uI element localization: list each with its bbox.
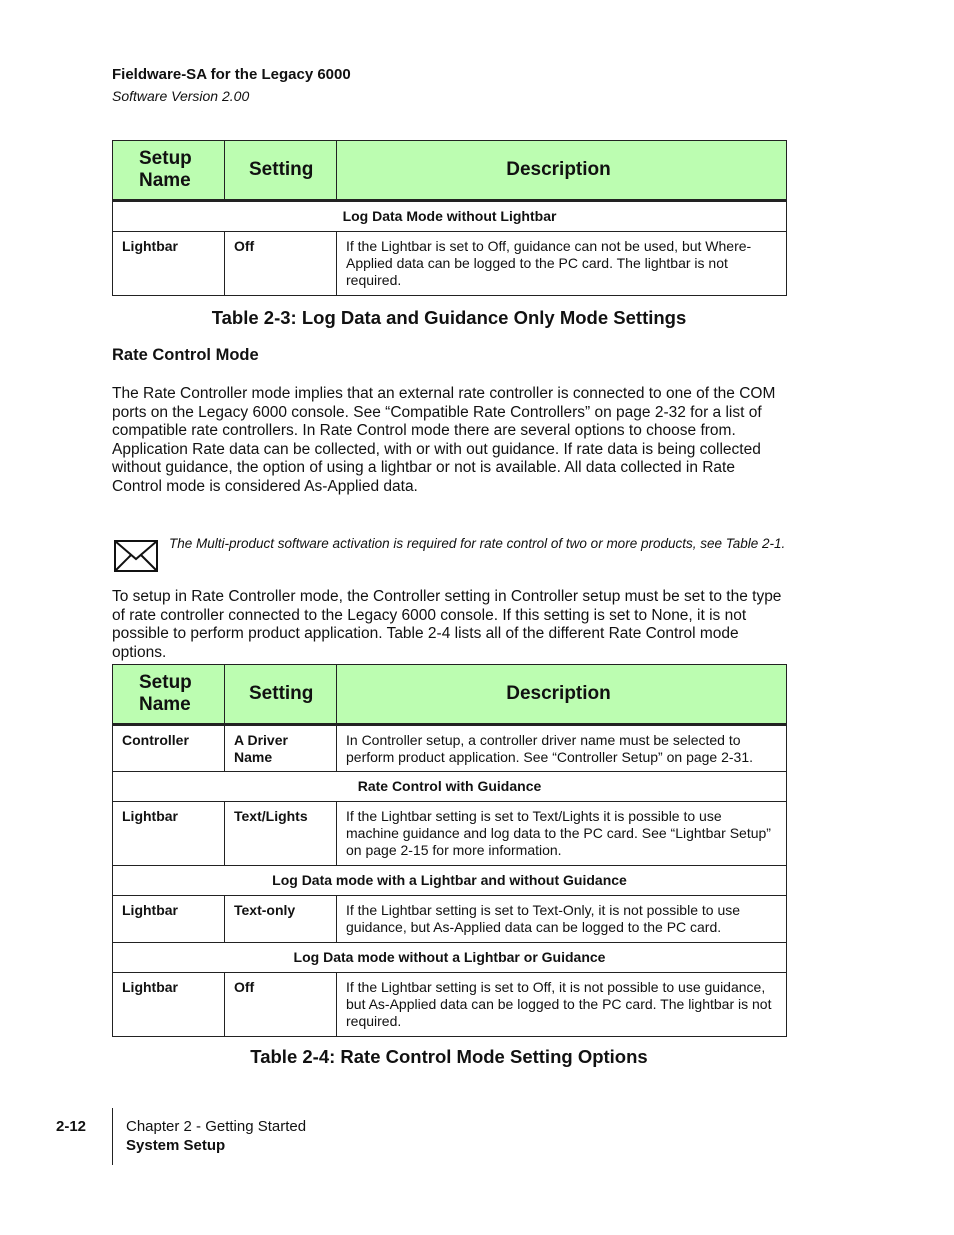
header-setting: Setting (225, 665, 337, 725)
table-row (113, 725, 787, 772)
setting-cell: Text/Lights (225, 802, 337, 866)
table-row (113, 973, 787, 1037)
description-cell: If the Lightbar is set to Off, guidance can not be used, but Where-Applied data can be logged to the PC card. The lightbar is not required. (337, 232, 787, 296)
footer-divider (112, 1108, 113, 1165)
section-row (113, 772, 787, 802)
table-caption: Table 2-3: Log Data and Guidance Only Mode Settings (211, 307, 687, 328)
rate-control-options-table (112, 664, 787, 1037)
description-cell: If the Lightbar setting is set to Off, it is not possible to use guidance, but As-Applied data can be logged to the PC card. The lightbar is not required. (337, 973, 787, 1037)
table-row (113, 802, 787, 866)
table-header-row (113, 665, 787, 725)
description-cell: In Controller setup, a controller driver name must be selected to perform product application. See “Controller Setup” on page 2-31. (337, 725, 787, 772)
table-row (113, 896, 787, 943)
note-text: The Multi-product software activation is required for rate control of two or more products, see Table 2-1. (169, 536, 786, 551)
software-version: Software Version 2.00 (112, 88, 250, 104)
setting-cell: Off (225, 973, 337, 1037)
table-caption: Table 2-4: Rate Control Mode Setting Options (250, 1046, 648, 1067)
table-row (113, 232, 787, 296)
section-row (113, 201, 787, 232)
section-label: Log Data mode with a Lightbar and without Guidance (113, 866, 787, 896)
section-label: Rate Control with Guidance (113, 772, 787, 802)
body-paragraph: To setup in Rate Controller mode, the Controller setting in Controller setup must be set to the type of rate controller connected to the Legacy 6000 console. If this setting is set to None, it is not possible to perform product application. Table 2-4 lists all of the different Rate Control mode options. (112, 588, 782, 661)
header-description: Description (337, 141, 787, 201)
section-label: Log Data mode without a Lightbar or Guidance (113, 943, 787, 973)
header-setting: Setting (225, 141, 337, 201)
setting-cell: Text-only (225, 896, 337, 943)
footer-chapter: Chapter 2 - Getting Started (126, 1118, 307, 1135)
log-data-settings-table (112, 140, 787, 296)
setting-cell: A Driver Name (225, 725, 337, 772)
setup-name-cell: Lightbar (113, 232, 225, 296)
body-paragraph: The Rate Controller mode implies that an external rate controller is connected to one of the COM ports on the Legacy 6000 console. See “Compatible Rate Controllers” on page 2-32 for a list of compatible rate controllers. In Rate Control mode there are several options to choose from. Application Rate data can be collected, with or with out guidance. If rate data is being collected without guidance, the option of using a lightbar or not is available. All data collected in Rate Control mode is considered As-Applied data. (112, 385, 776, 495)
envelope-icon (112, 538, 160, 574)
footer-section: System Setup (126, 1137, 226, 1154)
document-title: Fieldware-SA for the Legacy 6000 (112, 66, 351, 83)
setting-cell: Off (225, 232, 337, 296)
header-setup-name: Setup Name (113, 665, 225, 725)
section-label: Log Data Mode without Lightbar (113, 201, 787, 232)
setup-name-cell: Lightbar (113, 896, 225, 943)
setup-name-cell: Lightbar (113, 973, 225, 1037)
description-cell: If the Lightbar setting is set to Text/Lights it is possible to use machine guidance and log data to the PC card. See “Lightbar Setup” on page 2-15 for more information. (337, 802, 787, 866)
header-setup-name: Setup Name (113, 141, 225, 201)
page-number: 2-12 (56, 1118, 87, 1135)
header-description: Description (337, 665, 787, 725)
setup-name-cell: Controller (113, 725, 225, 772)
section-row (113, 866, 787, 896)
table-header-row (113, 141, 787, 201)
setup-name-cell: Lightbar (113, 802, 225, 866)
section-row (113, 943, 787, 973)
description-cell: If the Lightbar setting is set to Text-Only, it is not possible to use guidance, but As-Applied data can be logged to the PC card. (337, 896, 787, 943)
section-heading: Rate Control Mode (112, 346, 259, 364)
